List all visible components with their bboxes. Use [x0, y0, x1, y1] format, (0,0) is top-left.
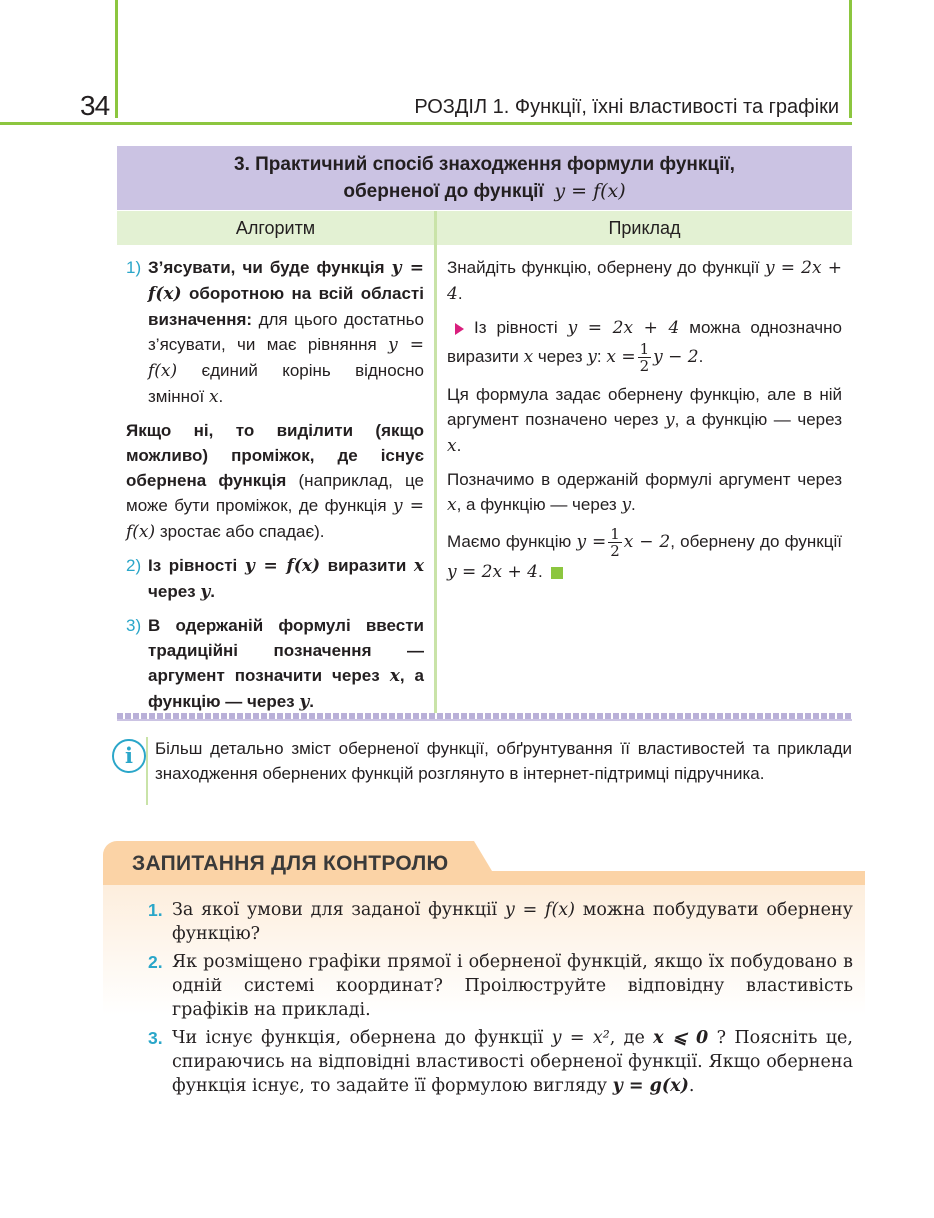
- example-remark: Ця формула задає обернену функцію, але в ній аргумент позначено через y, а функцію — через x.: [447, 385, 842, 456]
- algorithm-step-2: 2) Із рівності y = f(x) виразити x через y.: [126, 556, 425, 602]
- algorithm-step-3: 3) В одержаній формулі ввести традиційні позначення — аргумент позначити через x, а функцію — через y.: [126, 616, 425, 712]
- column-header-algorithm: Алгоритм: [117, 211, 434, 245]
- end-of-example-square-icon: [551, 567, 563, 579]
- fraction-one-half: $\frac{1}{2}$: [639, 340, 650, 375]
- triangle-marker-icon: [455, 323, 464, 335]
- table-title-line2: оберненої до функції y = f(x): [343, 180, 626, 202]
- table-title-math: y = f(x): [554, 180, 626, 202]
- running-head: РОЗДІЛ 1. Функції, їхні властивості та графіки: [414, 96, 839, 118]
- algorithm-cell: [126, 255, 424, 723]
- fraction-one-half-2: $\frac{1}{2}$: [610, 525, 620, 560]
- example-step-solve: Із рівності y = 2x + 4 можна однозначно виразити x через y: x = $\frac{1}{2}$ y − 2.: [447, 318, 842, 375]
- example-result: Маємо функцію y = $\frac{1}{2}$ x − 2, обернену до функції y = 2x + 4.: [447, 525, 842, 582]
- question-3: 3. Чи існує функція, обернена до функції y = x², де x ⩽ 0 ? Поясніть це, спираючись на відповідні властивості оберненої функції. Якщо обернена функція існує, то задайте її формулою вигляду y = g(x).: [148, 1028, 853, 1096]
- table-title-line1: 3. Практичний спосіб знаходження формули функції,: [234, 154, 735, 175]
- questions-title: ЗАПИТАННЯ ДЛЯ КОНТРОЛЮ: [132, 852, 449, 875]
- question-2: 2. Як розміщено графіки прямої і оберненої функцій, якщо їх побудовано в одній системі координат? Проілюструйте відповідну властивість графіків на прикладі.: [148, 952, 853, 1020]
- info-bar: [146, 737, 148, 805]
- info-icon: i: [112, 739, 146, 773]
- algorithm-note: Якщо ні, то виділити (якщо можливо) проміжок, де існує обернена функція (наприклад, це може бути проміжок, де функція y = f(x) зростає або спадає).: [126, 421, 424, 542]
- info-note-text: Більш детально зміст оберненої функції, обґрунтування її властивостей та приклади знаходження обернених функцій розглянуто в інтернет-підтримці підручника.: [155, 739, 852, 783]
- column-header-example: Приклад: [437, 211, 852, 245]
- question-1: 1. За якої умови для заданої функції y = f(x) можна побудувати обернену функцію?: [148, 900, 853, 944]
- column-divider: [434, 211, 437, 714]
- frame-top-line-right: [115, 122, 852, 125]
- example-task: Знайдіть функцію, обернену до функції y = 2x + 4.: [447, 258, 842, 304]
- table-bottom-border: [117, 719, 852, 721]
- page-number: 34: [80, 90, 110, 121]
- example-rename: Позначимо в одержаній формулі аргумент через x, а функцію — через y.: [447, 470, 842, 515]
- algorithm-step-1: 1) З’ясувати, чи буде функція y = f(x) оборотною на всій області визначення: для цього достатньо з’ясувати, чи має рівняння y = f(x) єдиний корінь відносно змінної x.: [126, 258, 424, 407]
- questions-list: [148, 898, 853, 1102]
- example-cell: [447, 255, 842, 593]
- table-title: [117, 146, 852, 210]
- frame-right-line: [849, 0, 852, 118]
- frame-left-line: [115, 0, 118, 118]
- frame-top-line-left: [0, 122, 118, 125]
- questions-tab-slant: [462, 841, 492, 871]
